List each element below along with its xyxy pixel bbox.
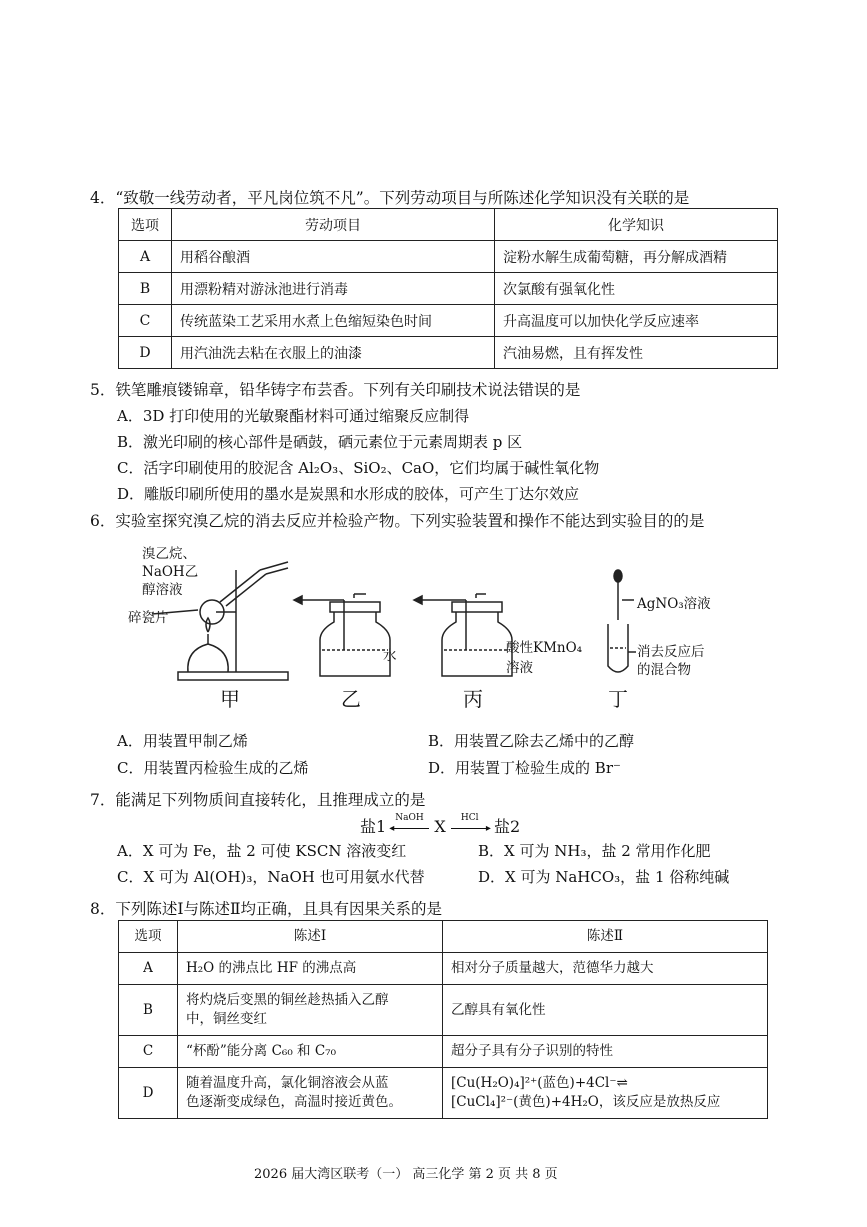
table-cell: 升高温度可以加快化学反应速率 [495, 305, 778, 337]
table-row [119, 241, 778, 273]
figure-caption-ding: 丁 [608, 687, 628, 711]
cell-line: [Cu(H₂O)₄]²⁺(蓝色)+4Cl⁻⇌ [451, 1075, 628, 1091]
eq-x: X [434, 817, 446, 836]
q6-option-b: B．用装置乙除去乙烯中的乙醇 [428, 732, 635, 750]
figure-label: 溴乙烷、 [142, 546, 196, 562]
table-cell: C [119, 1036, 178, 1068]
table-cell: B [119, 273, 172, 305]
q6-stem: 6．实验室探究溴乙烷的消去反应并检验产物。下列实验装置和操作不能达到实验目的的是 [90, 512, 705, 530]
q8-stem: 8．下列陈述Ⅰ与陈述Ⅱ均正确，且具有因果关系的是 [90, 900, 443, 918]
figure-label: NaOH乙 [142, 564, 199, 580]
figure-label: AgNO₃溶液 [637, 596, 711, 612]
eq-arrow-left: NaOH ◂ [391, 819, 429, 837]
table-cell: “杯酚”能分离 C₆₀ 和 C₇₀ [178, 1036, 443, 1068]
table-cell: A [119, 241, 172, 273]
q7-option-c: C．X 可为 Al(OH)₃，NaOH 也可用氨水代替 [117, 868, 425, 886]
cell-line: 中，铜丝变红 [186, 1011, 267, 1027]
table-cell: B [119, 985, 178, 1036]
q6-option-c: C．用装置丙检验生成的乙烯 [117, 759, 309, 777]
figure-label: 酸性KMnO₄ [506, 640, 583, 656]
cell-line: 随着温度升高，氯化铜溶液会从蓝 [186, 1075, 389, 1091]
eq-arrow-right: HCl ▸ [451, 819, 489, 837]
eq-naoh: NaOH [395, 812, 424, 823]
table-cell: H₂O 的沸点比 HF 的沸点高 [178, 953, 443, 985]
q8-table [118, 920, 768, 1119]
figure-label: 碎瓷片 [128, 610, 169, 626]
page-footer: 2026 届大湾区联考（一） 高三化学 第 2 页 共 8 页 [254, 1167, 558, 1182]
q6-option-d: D．用装置丁检验生成的 Br⁻ [428, 759, 621, 777]
figure-label: 溶液 [506, 660, 533, 676]
table-cell: 用稻谷酿酒 [172, 241, 495, 273]
q5-option-c: C．活字印刷使用的胶泥含 Al₂O₃、SiO₂、CaO，它们均属于碱性氧化物 [117, 459, 600, 477]
table-row [119, 953, 768, 985]
q5-option-d: D．雕版印刷所使用的墨水是炭黑和水形成的胶体，可产生丁达尔效应 [117, 485, 580, 503]
flame [206, 618, 210, 632]
eq-salt2: 盐2 [493, 817, 521, 836]
table-row [119, 985, 768, 1036]
cell-line: [CuCl₄]²⁻(黄色)+4H₂O，该反应是放热反应 [451, 1094, 721, 1110]
table-cell: 次氯酸有强氧化性 [495, 273, 778, 305]
cell-line: 将灼烧后变黑的铜丝趁热插入乙醇 [186, 992, 389, 1008]
figure-caption-yi: 乙 [341, 687, 361, 711]
eq-salt1: 盐1 [360, 817, 387, 836]
q7-option-b: B．X 可为 NH₃，盐 2 常用作化肥 [478, 842, 711, 860]
table-cell: 超分子具有分子识别的特性 [443, 1036, 768, 1068]
table-cell: 相对分子质量越大，范德华力越大 [443, 953, 768, 985]
table-cell: C [119, 305, 172, 337]
table-cell: 传统蓝染工艺采用水煮上色缩短染色时间 [172, 305, 495, 337]
table-row [119, 1068, 768, 1119]
figure-label: 醇溶液 [142, 582, 183, 598]
table-cell: 淀粉水解生成葡萄糖，再分解成酒精 [495, 241, 778, 273]
stand-base [178, 672, 288, 680]
figure-label: 水 [383, 648, 397, 664]
table-header: 陈述Ⅰ [178, 921, 443, 953]
table-header: 劳动项目 [172, 209, 495, 241]
table-cell: D [119, 337, 172, 369]
table-cell: 汽油易燃，且有挥发性 [495, 337, 778, 369]
alcohol-lamp [188, 644, 228, 672]
table-row [119, 1036, 768, 1068]
table-cell: 用漂粉精对游泳池进行消毒 [172, 273, 495, 305]
apparatus-figure [120, 540, 750, 690]
cell-line: 色逐渐变成绿色，高温时接近黄色。 [186, 1094, 402, 1110]
q7-option-d: D．X 可为 NaHCO₃，盐 1 俗称纯碱 [478, 868, 730, 886]
table-row [119, 337, 778, 369]
figure-label: 的混合物 [637, 662, 691, 678]
table-cell [178, 985, 443, 1036]
table-row [119, 273, 778, 305]
q7-option-a: A．X 可为 Fe，盐 2 可使 KSCN 溶液变红 [117, 842, 407, 860]
figure-label: 消去反应后 [637, 644, 705, 660]
table-header: 选项 [119, 209, 172, 241]
figure-caption-jia: 甲 [220, 687, 240, 711]
eq-hcl: HCl [460, 812, 479, 823]
q4-table [118, 208, 778, 369]
q5-stem: 5．铁笔雕痕镂锦章，铅华铸字布芸香。下列有关印刷技术说法错误的是 [90, 381, 581, 399]
table-cell [178, 1068, 443, 1119]
table-header: 化学知识 [495, 209, 778, 241]
table-cell: 乙醇具有氧化性 [443, 985, 768, 1036]
table-header: 选项 [119, 921, 178, 953]
table-cell: A [119, 953, 178, 985]
figure-caption-bing: 丙 [463, 687, 483, 711]
q7-equation [360, 814, 520, 837]
table-cell [443, 1068, 768, 1119]
table-row [119, 209, 778, 241]
table-row [119, 305, 778, 337]
q7-stem: 7．能满足下列物质间直接转化，且推理成立的是 [90, 791, 426, 809]
q5-option-a: A．3D 打印使用的光敏聚酯材料可通过缩聚反应制得 [117, 407, 470, 425]
table-header: 陈述Ⅱ [443, 921, 768, 953]
q5-option-b: B．激光印刷的核心部件是硒鼓，硒元素位于元素周期表 p 区 [117, 433, 523, 451]
table-row [119, 921, 768, 953]
table-cell: 用汽油洗去粘在衣服上的油漆 [172, 337, 495, 369]
q4-stem: 4．“致敬一线劳动者，平凡岗位筑不凡”。下列劳动项目与所陈述化学知识没有关联的是 [90, 189, 690, 207]
q6-option-a: A．用装置甲制乙烯 [117, 732, 248, 750]
table-cell: D [119, 1068, 178, 1119]
